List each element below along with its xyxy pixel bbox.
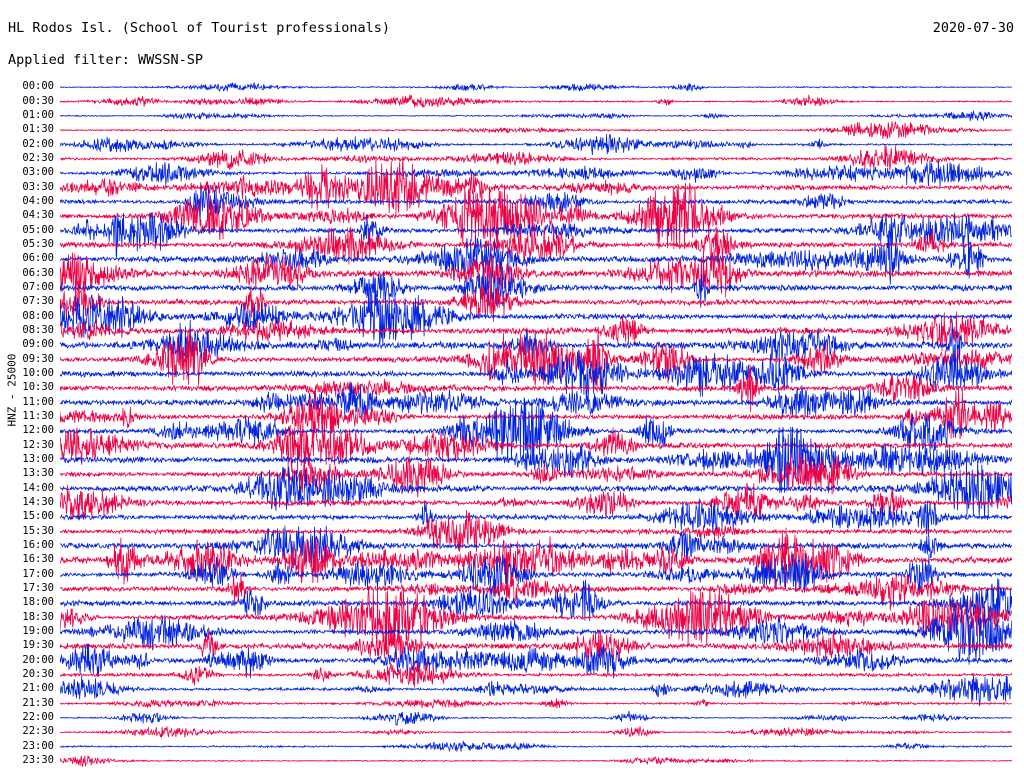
trace-line	[60, 160, 1012, 187]
trace-line	[60, 711, 1012, 725]
time-label: 01:30	[22, 123, 54, 136]
time-label: 19:30	[22, 639, 54, 652]
time-label: 06:30	[22, 266, 54, 279]
time-label: 16:00	[22, 538, 54, 551]
time-label: 04:30	[22, 209, 54, 222]
time-label: 20:30	[22, 667, 54, 680]
trace-line	[60, 756, 1012, 767]
trace-line	[60, 95, 1012, 108]
time-label: 11:00	[22, 395, 54, 408]
time-label: 02:00	[22, 137, 54, 150]
trace-line	[60, 145, 1012, 170]
time-label: 18:00	[22, 596, 54, 609]
time-label: 12:30	[22, 438, 54, 451]
trace-line	[60, 134, 1012, 155]
applied-filter-label: Applied filter: WWSSN-SP	[8, 52, 204, 68]
time-label: 17:00	[22, 567, 54, 580]
time-label: 14:00	[22, 481, 54, 494]
trace-line	[60, 83, 1012, 91]
time-label: 23:30	[22, 753, 54, 766]
time-label: 08:30	[22, 323, 54, 336]
seismogram-plot	[60, 80, 1012, 768]
time-label: 22:30	[22, 725, 54, 738]
trace-line	[60, 742, 1012, 752]
time-label: 03:30	[22, 180, 54, 193]
trace-line	[60, 698, 1012, 708]
time-label: 23:00	[22, 739, 54, 752]
y-axis-label: HNZ - 25000	[5, 353, 19, 427]
trace-line	[60, 726, 1012, 737]
time-label: 14:30	[22, 495, 54, 508]
time-label: 01:00	[22, 108, 54, 121]
record-date: 2020-07-30	[932, 20, 1014, 36]
page-title: HL Rodos Isl. (School of Tourist professionals)	[8, 20, 391, 36]
time-label: 09:00	[22, 338, 54, 351]
trace-line	[60, 111, 1012, 121]
time-label: 00:30	[22, 94, 54, 107]
time-label: 22:00	[22, 710, 54, 723]
time-label: 13:30	[22, 467, 54, 480]
time-label: 02:30	[22, 151, 54, 164]
time-label: 07:00	[22, 280, 54, 293]
time-label: 10:00	[22, 366, 54, 379]
time-label: 12:00	[22, 424, 54, 437]
time-label: 15:00	[22, 510, 54, 523]
time-label: 18:30	[22, 610, 54, 623]
time-axis-labels	[0, 80, 58, 768]
trace-line	[60, 121, 1012, 139]
time-label: 07:30	[22, 295, 54, 308]
time-label: 21:00	[22, 682, 54, 695]
time-label: 16:30	[22, 553, 54, 566]
seismogram-traces	[60, 80, 1012, 768]
time-label: 05:00	[22, 223, 54, 236]
time-label: 21:30	[22, 696, 54, 709]
time-label: 17:30	[22, 581, 54, 594]
time-label: 06:00	[22, 252, 54, 265]
time-label: 00:00	[22, 80, 54, 93]
time-label: 09:30	[22, 352, 54, 365]
time-label: 19:00	[22, 624, 54, 637]
time-label: 11:30	[22, 409, 54, 422]
time-label: 20:00	[22, 653, 54, 666]
time-label: 08:00	[22, 309, 54, 322]
time-label: 15:30	[22, 524, 54, 537]
time-label: 10:30	[22, 381, 54, 394]
time-label: 03:00	[22, 166, 54, 179]
time-label: 13:00	[22, 452, 54, 465]
time-label: 04:00	[22, 194, 54, 207]
trace-line	[60, 662, 1012, 687]
time-label: 05:30	[22, 237, 54, 250]
